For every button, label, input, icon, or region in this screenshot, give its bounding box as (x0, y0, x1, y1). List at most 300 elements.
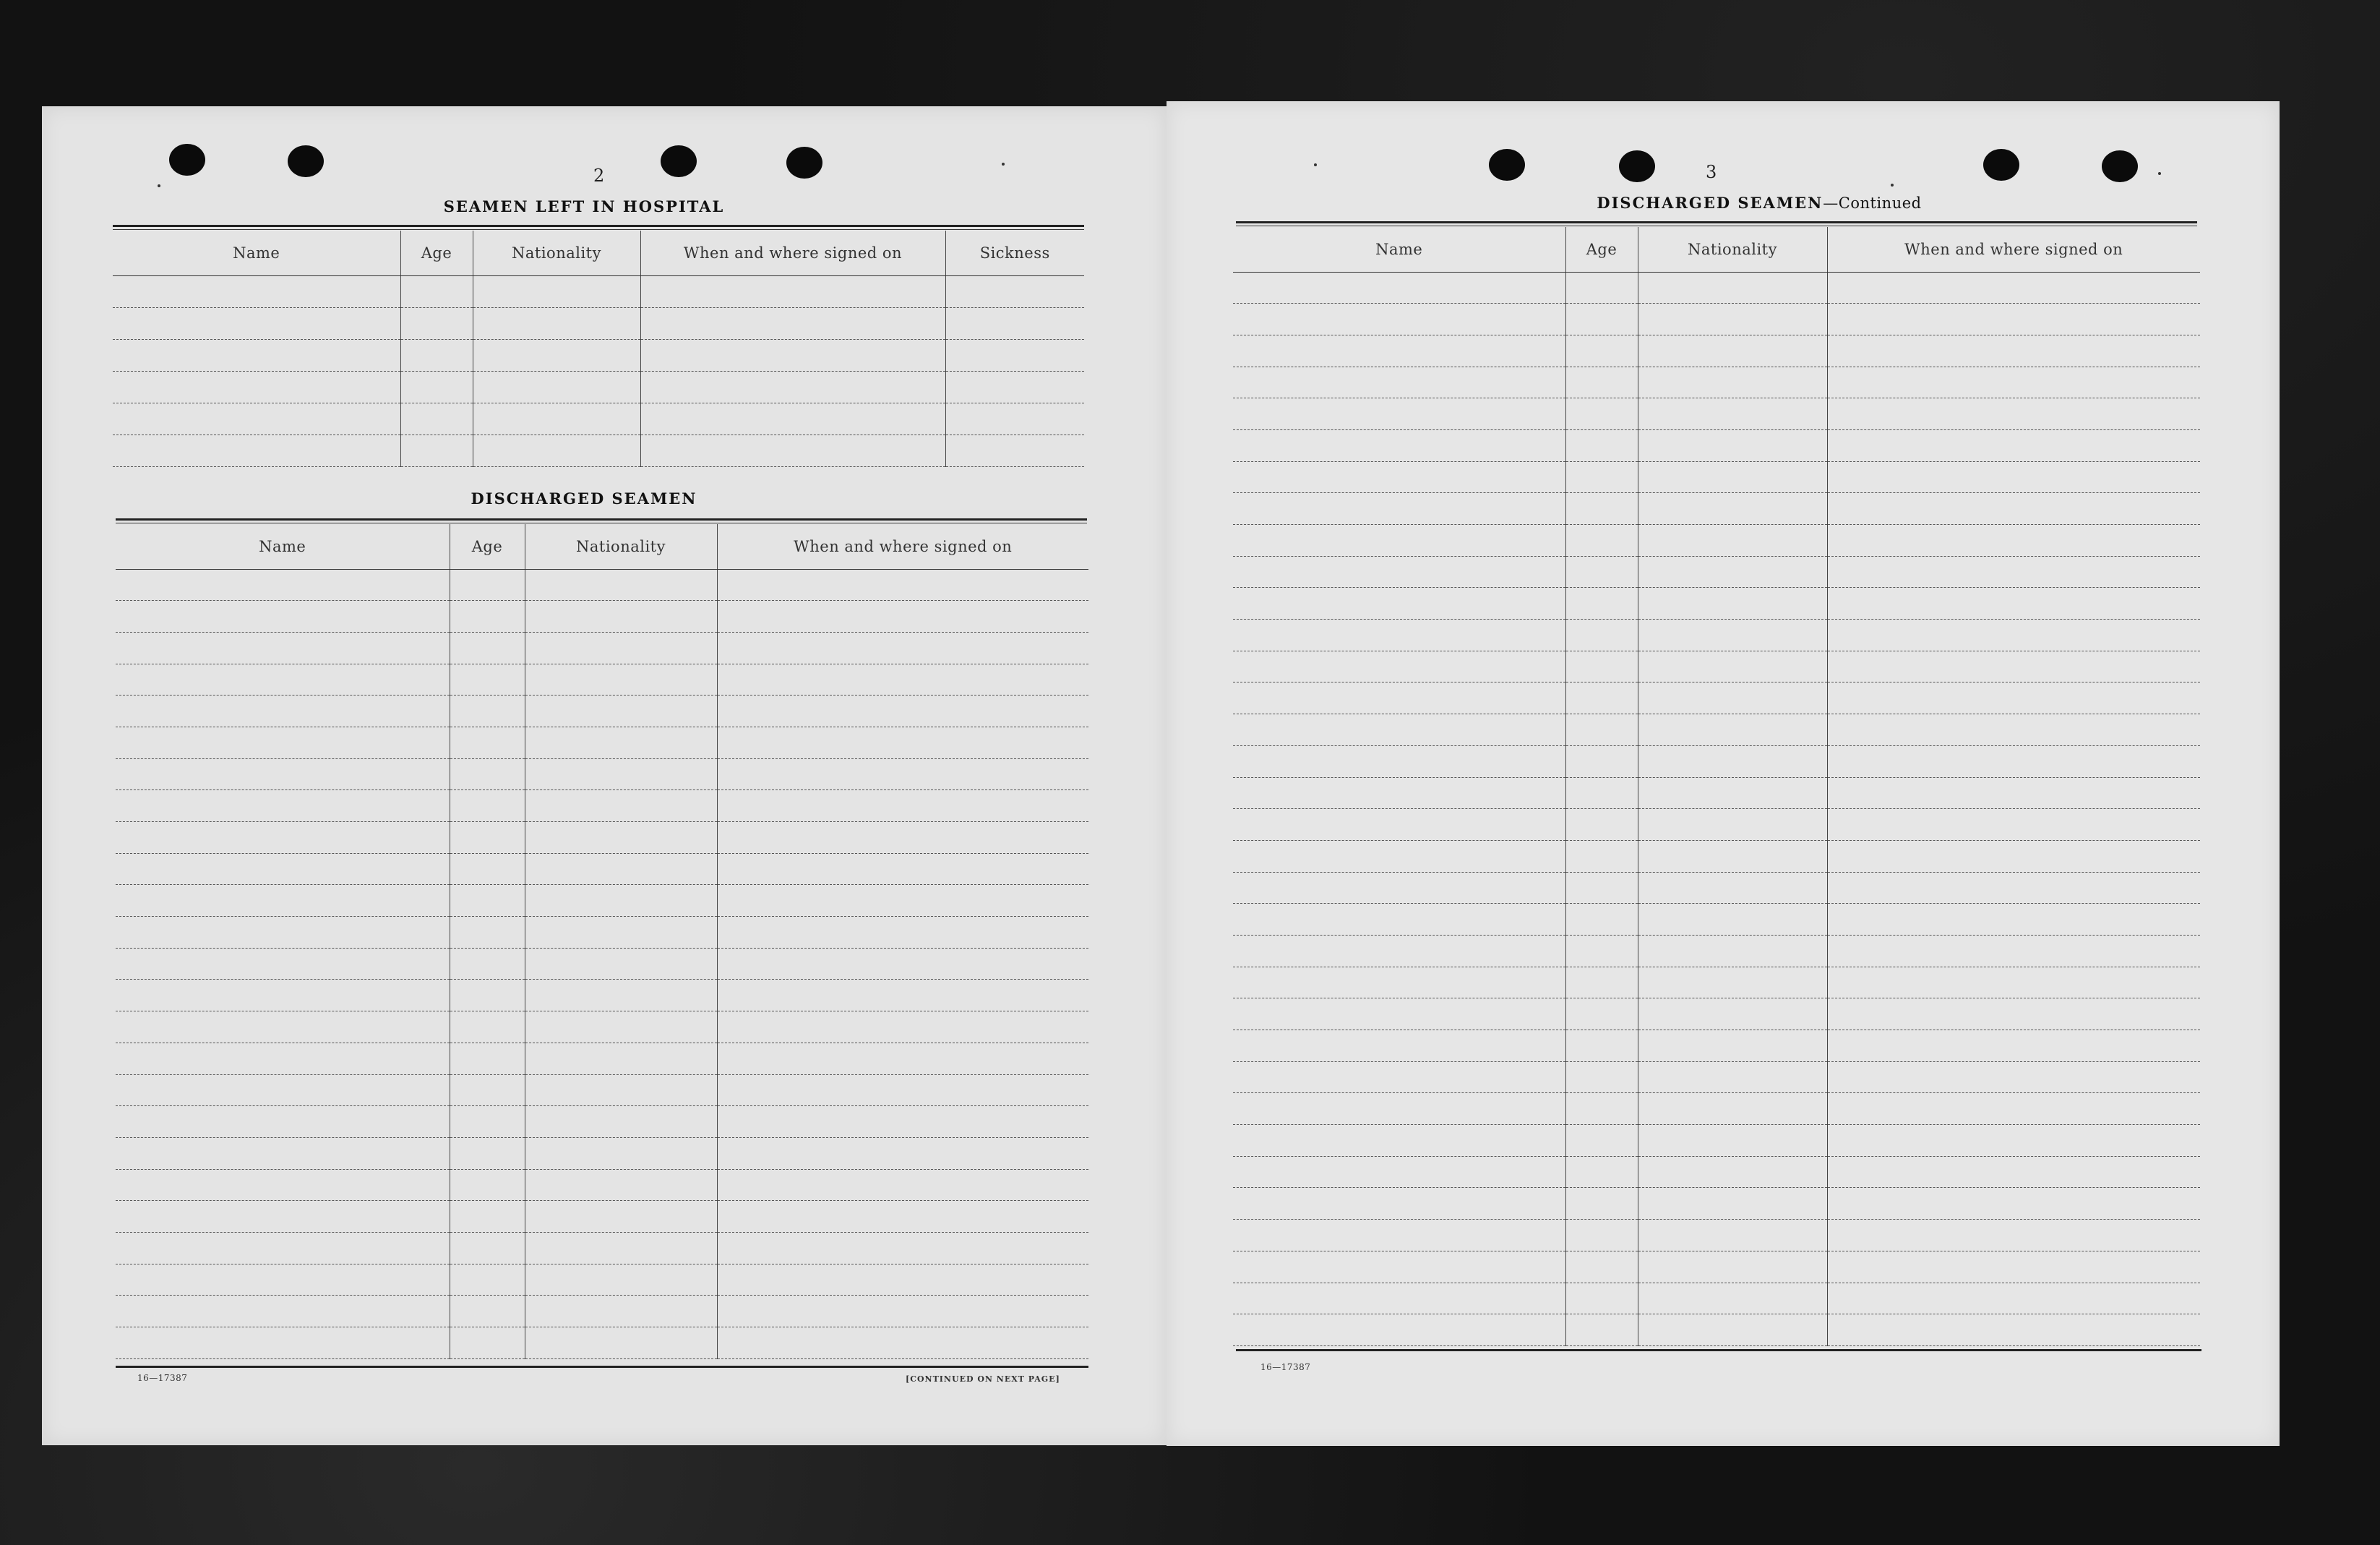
table-row (113, 435, 1084, 466)
hospital-table-header (113, 231, 1084, 275)
empty-cell (1233, 967, 1565, 998)
table-row (116, 980, 1088, 1011)
empty-cell (640, 435, 945, 466)
table-row (1233, 998, 2200, 1030)
empty-cell (473, 371, 640, 403)
empty-cell (450, 758, 525, 790)
empty-cell (1565, 556, 1638, 588)
empty-cell (945, 307, 1084, 339)
empty-cell (116, 696, 450, 727)
empty-cell (116, 917, 450, 949)
empty-cell (525, 885, 717, 917)
header-rule (113, 225, 1084, 227)
table-row (116, 1296, 1088, 1327)
empty-cell (525, 980, 717, 1011)
table-row (116, 1074, 1088, 1106)
empty-cell (1233, 272, 1565, 304)
table-row (1233, 1156, 2200, 1188)
empty-cell (525, 1296, 717, 1327)
empty-cell (1565, 304, 1638, 335)
column-header-age: Age (450, 524, 525, 569)
table-row (116, 1232, 1088, 1264)
empty-cell (717, 948, 1088, 980)
empty-cell (450, 601, 525, 633)
empty-cell (1827, 904, 2200, 936)
table-row (1233, 1030, 2200, 1062)
empty-cell (400, 307, 473, 339)
empty-cell (1638, 682, 1827, 714)
empty-cell (1638, 620, 1827, 651)
empty-cell (473, 275, 640, 307)
empty-cell (1638, 745, 1827, 777)
empty-cell (1638, 998, 1827, 1030)
empty-cell (717, 1074, 1088, 1106)
empty-cell (1233, 367, 1565, 398)
empty-cell (1827, 461, 2200, 493)
empty-cell (1565, 493, 1638, 525)
table-row (1233, 904, 2200, 936)
empty-cell (1565, 1220, 1638, 1251)
paper-speck (1314, 163, 1317, 166)
empty-cell (1565, 1251, 1638, 1283)
table-row (116, 1264, 1088, 1296)
empty-cell (1233, 588, 1565, 620)
empty-cell (1638, 367, 1827, 398)
empty-cell (525, 758, 717, 790)
column-header-nationality: Nationality (525, 524, 717, 569)
empty-cell (525, 632, 717, 664)
table-row (116, 1043, 1088, 1074)
empty-cell (717, 727, 1088, 758)
table-row (1233, 493, 2200, 525)
table-row (116, 758, 1088, 790)
empty-cell (1827, 367, 2200, 398)
empty-cell (450, 1011, 525, 1043)
empty-cell (717, 1106, 1088, 1138)
empty-cell (450, 1169, 525, 1201)
table-row (116, 664, 1088, 696)
empty-cell (116, 1074, 450, 1106)
table-row (1233, 461, 2200, 493)
empty-cell (1638, 1251, 1827, 1283)
empty-cell (1827, 998, 2200, 1030)
empty-cell (113, 403, 400, 435)
empty-cell (1233, 1220, 1565, 1251)
table-row (1233, 745, 2200, 777)
punch-hole (2102, 150, 2138, 182)
empty-cell (1638, 525, 1827, 557)
column-header-name: Name (113, 231, 400, 275)
empty-cell (1827, 745, 2200, 777)
table-row (1233, 1220, 2200, 1251)
empty-cell (1233, 935, 1565, 967)
empty-cell (525, 1169, 717, 1201)
empty-cell (1638, 1283, 1827, 1314)
table-row (116, 885, 1088, 917)
table-row (1233, 398, 2200, 430)
empty-cell (1638, 651, 1827, 682)
punch-hole (1983, 149, 2019, 181)
empty-cell (450, 1327, 525, 1359)
column-header-signed-on: When and where signed on (640, 231, 945, 275)
empty-cell (1565, 335, 1638, 367)
table-row (113, 275, 1084, 307)
empty-cell (116, 1043, 450, 1074)
empty-cell (1638, 1220, 1827, 1251)
empty-cell (1233, 525, 1565, 557)
empty-cell (1827, 493, 2200, 525)
empty-cell (450, 1043, 525, 1074)
page-number: 3 (1706, 162, 1717, 182)
table-row (1233, 777, 2200, 809)
empty-cell (1233, 809, 1565, 841)
empty-cell (1827, 525, 2200, 557)
empty-cell (525, 1011, 717, 1043)
punch-hole (288, 145, 324, 177)
empty-cell (116, 948, 450, 980)
table-row (113, 403, 1084, 435)
right-page (1167, 101, 2280, 1446)
footer-rule (116, 1366, 1088, 1368)
empty-cell (473, 339, 640, 371)
empty-cell (717, 790, 1088, 822)
empty-cell (525, 1074, 717, 1106)
empty-cell (1233, 1156, 1565, 1188)
table-row (1233, 809, 2200, 841)
empty-cell (717, 885, 1088, 917)
empty-cell (525, 853, 717, 885)
column-header-name: Name (116, 524, 450, 569)
empty-cell (1565, 935, 1638, 967)
table-row (116, 1201, 1088, 1233)
empty-cell (1565, 1093, 1638, 1125)
empty-cell (116, 822, 450, 854)
empty-cell (1233, 1125, 1565, 1157)
empty-cell (1565, 651, 1638, 682)
empty-cell (1565, 904, 1638, 936)
empty-cell (400, 275, 473, 307)
discharged-table (116, 524, 1088, 1359)
empty-cell (1233, 872, 1565, 904)
empty-cell (1565, 682, 1638, 714)
continued-suffix: —Continued (1823, 194, 1922, 212)
empty-cell (1638, 777, 1827, 809)
empty-cell (1565, 429, 1638, 461)
empty-cell (525, 948, 717, 980)
empty-cell (1233, 620, 1565, 651)
empty-cell (116, 1327, 450, 1359)
empty-cell (525, 664, 717, 696)
empty-cell (1233, 493, 1565, 525)
punch-hole (661, 145, 697, 177)
empty-cell (1827, 1314, 2200, 1346)
empty-cell (1827, 967, 2200, 998)
empty-cell (717, 1137, 1088, 1169)
empty-cell (116, 664, 450, 696)
table-row (1233, 1061, 2200, 1093)
empty-cell (945, 275, 1084, 307)
table-row (113, 307, 1084, 339)
form-number: 16—17387 (137, 1373, 188, 1383)
empty-cell (1565, 620, 1638, 651)
empty-cell (945, 371, 1084, 403)
empty-cell (1233, 904, 1565, 936)
empty-cell (1233, 1030, 1565, 1062)
empty-cell (116, 1232, 450, 1264)
punch-hole (1489, 149, 1525, 181)
empty-cell (525, 1137, 717, 1169)
empty-cell (1565, 714, 1638, 746)
form-number: 16—17387 (1260, 1362, 1311, 1372)
empty-cell (1827, 872, 2200, 904)
empty-cell (1233, 651, 1565, 682)
empty-cell (113, 339, 400, 371)
empty-cell (1565, 998, 1638, 1030)
paper-speck (2158, 172, 2161, 175)
paper-speck (158, 184, 160, 187)
column-header-sickness: Sickness (945, 231, 1084, 275)
column-header-signed-on: When and where signed on (1827, 227, 2200, 272)
hospital-table (113, 231, 1084, 467)
table-row (1233, 272, 2200, 304)
empty-cell (1827, 398, 2200, 430)
empty-cell (1827, 809, 2200, 841)
column-header-age: Age (400, 231, 473, 275)
empty-cell (473, 307, 640, 339)
empty-cell (717, 1296, 1088, 1327)
empty-cell (1565, 461, 1638, 493)
table-row (116, 1106, 1088, 1138)
empty-cell (450, 1264, 525, 1296)
empty-cell (1638, 1125, 1827, 1157)
empty-cell (1565, 1283, 1638, 1314)
table-row (116, 727, 1088, 758)
empty-cell (717, 632, 1088, 664)
empty-cell (525, 601, 717, 633)
empty-cell (1638, 398, 1827, 430)
empty-cell (1565, 367, 1638, 398)
empty-cell (1638, 904, 1827, 936)
discharged-section-title: DISCHARGED SEAMEN (1597, 194, 1823, 212)
empty-cell (1827, 1061, 2200, 1093)
empty-cell (1638, 1156, 1827, 1188)
empty-cell (717, 853, 1088, 885)
empty-cell (1565, 745, 1638, 777)
header-rule (116, 518, 1087, 521)
empty-cell (450, 696, 525, 727)
discharged-table-header (116, 524, 1088, 569)
empty-cell (1638, 1030, 1827, 1062)
empty-cell (450, 1296, 525, 1327)
empty-cell (525, 727, 717, 758)
column-header-age: Age (1565, 227, 1638, 272)
empty-cell (116, 853, 450, 885)
discharged-table (1233, 227, 2200, 1346)
empty-cell (473, 435, 640, 466)
table-row (1233, 429, 2200, 461)
empty-cell (1827, 588, 2200, 620)
table-row (1233, 1251, 2200, 1283)
table-row (1233, 872, 2200, 904)
empty-cell (1565, 840, 1638, 872)
empty-cell (945, 403, 1084, 435)
empty-cell (1638, 1188, 1827, 1220)
empty-cell (717, 1011, 1088, 1043)
empty-cell (717, 980, 1088, 1011)
empty-cell (1827, 272, 2200, 304)
table-row (116, 1137, 1088, 1169)
header-rule (1236, 221, 2197, 223)
empty-cell (1638, 935, 1827, 967)
empty-cell (1638, 272, 1827, 304)
empty-cell (1565, 872, 1638, 904)
empty-cell (1233, 1283, 1565, 1314)
empty-cell (1565, 272, 1638, 304)
table-row (116, 1011, 1088, 1043)
table-row (1233, 682, 2200, 714)
empty-cell (640, 403, 945, 435)
empty-cell (717, 601, 1088, 633)
table-row (1233, 714, 2200, 746)
empty-cell (1638, 304, 1827, 335)
empty-cell (1638, 556, 1827, 588)
punch-hole (1619, 150, 1655, 182)
empty-cell (1827, 682, 2200, 714)
empty-cell (1827, 1251, 2200, 1283)
column-header-name: Name (1233, 227, 1565, 272)
empty-cell (450, 822, 525, 854)
paper-speck (1891, 184, 1894, 187)
empty-cell (450, 727, 525, 758)
empty-cell (1233, 714, 1565, 746)
empty-cell (1638, 493, 1827, 525)
empty-cell (1565, 398, 1638, 430)
empty-cell (1827, 1188, 2200, 1220)
empty-cell (717, 569, 1088, 601)
empty-cell (1233, 1314, 1565, 1346)
empty-cell (1565, 588, 1638, 620)
empty-cell (116, 1011, 450, 1043)
table-row (116, 1327, 1088, 1359)
empty-cell (450, 1074, 525, 1106)
empty-cell (400, 339, 473, 371)
empty-cell (1233, 998, 1565, 1030)
table-row (1233, 367, 2200, 398)
table-row (1233, 620, 2200, 651)
empty-cell (1827, 777, 2200, 809)
empty-cell (113, 435, 400, 466)
column-header-nationality: Nationality (1638, 227, 1827, 272)
empty-cell (1827, 429, 2200, 461)
empty-cell (116, 790, 450, 822)
page-number: 2 (593, 166, 605, 186)
discharged-table-header (1233, 227, 2200, 272)
empty-cell (1827, 1125, 2200, 1157)
empty-cell (1638, 1314, 1827, 1346)
empty-cell (640, 307, 945, 339)
discharged-continued-title (1499, 194, 2019, 212)
empty-cell (717, 1201, 1088, 1233)
empty-cell (1233, 429, 1565, 461)
table-row (1233, 588, 2200, 620)
empty-cell (1638, 1061, 1827, 1093)
empty-cell (525, 822, 717, 854)
empty-cell (450, 569, 525, 601)
empty-cell (717, 1169, 1088, 1201)
empty-cell (1827, 556, 2200, 588)
empty-cell (525, 790, 717, 822)
empty-cell (1233, 556, 1565, 588)
empty-cell (640, 339, 945, 371)
column-header-signed-on: When and where signed on (717, 524, 1088, 569)
table-row (116, 790, 1088, 822)
empty-cell (717, 1327, 1088, 1359)
table-row (1233, 967, 2200, 998)
empty-cell (1827, 1283, 2200, 1314)
empty-cell (1565, 809, 1638, 841)
empty-cell (450, 790, 525, 822)
empty-cell (116, 758, 450, 790)
empty-cell (1565, 1125, 1638, 1157)
empty-cell (1565, 1061, 1638, 1093)
empty-cell (525, 1043, 717, 1074)
empty-cell (717, 664, 1088, 696)
empty-cell (1827, 620, 2200, 651)
empty-cell (717, 758, 1088, 790)
empty-cell (116, 1169, 450, 1201)
table-row (113, 339, 1084, 371)
table-row (116, 601, 1088, 633)
table-row (116, 569, 1088, 601)
empty-cell (1827, 335, 2200, 367)
empty-cell (1233, 1061, 1565, 1093)
empty-cell (1827, 935, 2200, 967)
empty-cell (1233, 1093, 1565, 1125)
table-row (1233, 1188, 2200, 1220)
empty-cell (717, 1043, 1088, 1074)
empty-cell (525, 1106, 717, 1138)
table-row (1233, 1093, 2200, 1125)
empty-cell (450, 853, 525, 885)
left-page (42, 106, 1167, 1445)
empty-cell (116, 1201, 450, 1233)
empty-cell (1827, 840, 2200, 872)
empty-cell (450, 1137, 525, 1169)
empty-cell (525, 569, 717, 601)
table-row (1233, 1283, 2200, 1314)
table-row (1233, 1314, 2200, 1346)
empty-cell (1565, 1030, 1638, 1062)
empty-cell (1565, 1156, 1638, 1188)
empty-cell (1827, 714, 2200, 746)
empty-cell (1233, 840, 1565, 872)
empty-cell (450, 948, 525, 980)
empty-cell (473, 403, 640, 435)
column-header-nationality: Nationality (473, 231, 640, 275)
empty-cell (400, 371, 473, 403)
empty-cell (1638, 967, 1827, 998)
empty-cell (116, 632, 450, 664)
empty-cell (1233, 777, 1565, 809)
empty-cell (717, 1264, 1088, 1296)
empty-cell (1638, 1093, 1827, 1125)
punch-hole (169, 144, 205, 176)
empty-cell (116, 727, 450, 758)
empty-cell (450, 980, 525, 1011)
table-row (116, 696, 1088, 727)
table-row (116, 822, 1088, 854)
empty-cell (1233, 304, 1565, 335)
